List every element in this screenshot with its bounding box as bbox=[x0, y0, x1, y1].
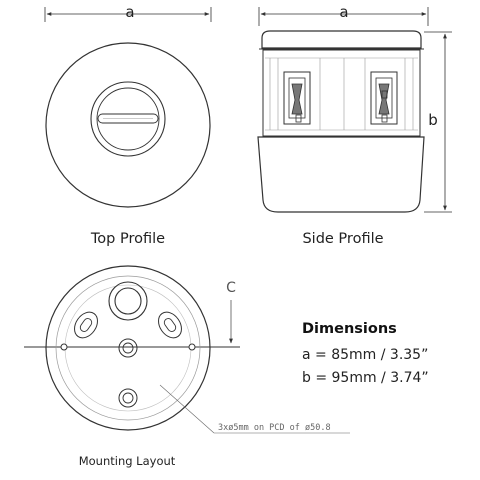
bottom-boss-inner bbox=[123, 393, 133, 403]
dimensions-title: Dimensions bbox=[302, 321, 397, 337]
mounting-hole-left bbox=[61, 344, 67, 350]
mounting-layout-view bbox=[24, 266, 350, 468]
top-cap-outer bbox=[91, 82, 165, 156]
dimension-a-value: a = 85mm / 3.35” bbox=[302, 347, 429, 363]
side-base bbox=[258, 137, 424, 212]
mounting-hole-right bbox=[189, 344, 195, 350]
top-cap-inner bbox=[97, 88, 159, 150]
side-profile-view bbox=[258, 3, 452, 247]
cable-hole-inner bbox=[115, 288, 141, 314]
side-dimension-b-label: b bbox=[428, 111, 438, 129]
side-cap bbox=[262, 31, 421, 48]
mounting-pcd-circle bbox=[65, 285, 191, 411]
top-profile-label: Top Profile bbox=[90, 231, 166, 247]
center-hole-outer bbox=[119, 339, 137, 357]
pcd-note: 3xø5mm on PCD of ø50.8 bbox=[218, 423, 331, 433]
top-outer-ring bbox=[46, 43, 210, 207]
dimensions-panel bbox=[302, 321, 429, 386]
pcd-leader-line bbox=[160, 385, 214, 433]
mounting-outer-ring bbox=[46, 266, 210, 430]
top-dimension-a-label: a bbox=[125, 3, 135, 21]
side-lens-housing bbox=[263, 50, 420, 136]
mounting-inner-ring bbox=[56, 276, 200, 420]
mounting-layout-label: Mounting Layout bbox=[78, 454, 176, 468]
side-led-module-left bbox=[284, 72, 310, 124]
side-lens-ribs bbox=[265, 58, 418, 130]
top-profile-view bbox=[45, 3, 211, 247]
dimension-b-value: b = 95mm / 3.74” bbox=[302, 370, 429, 386]
center-hole-inner bbox=[123, 343, 133, 353]
side-profile-label: Side Profile bbox=[302, 231, 384, 247]
bottom-boss-outer bbox=[119, 389, 137, 407]
side-dimension-a-label: a bbox=[339, 3, 349, 21]
mounting-dimension-c-label: C bbox=[226, 280, 236, 296]
side-led-module-right bbox=[371, 72, 397, 124]
mounting-slot-right bbox=[154, 308, 186, 342]
mounting-slot-left bbox=[70, 308, 102, 342]
